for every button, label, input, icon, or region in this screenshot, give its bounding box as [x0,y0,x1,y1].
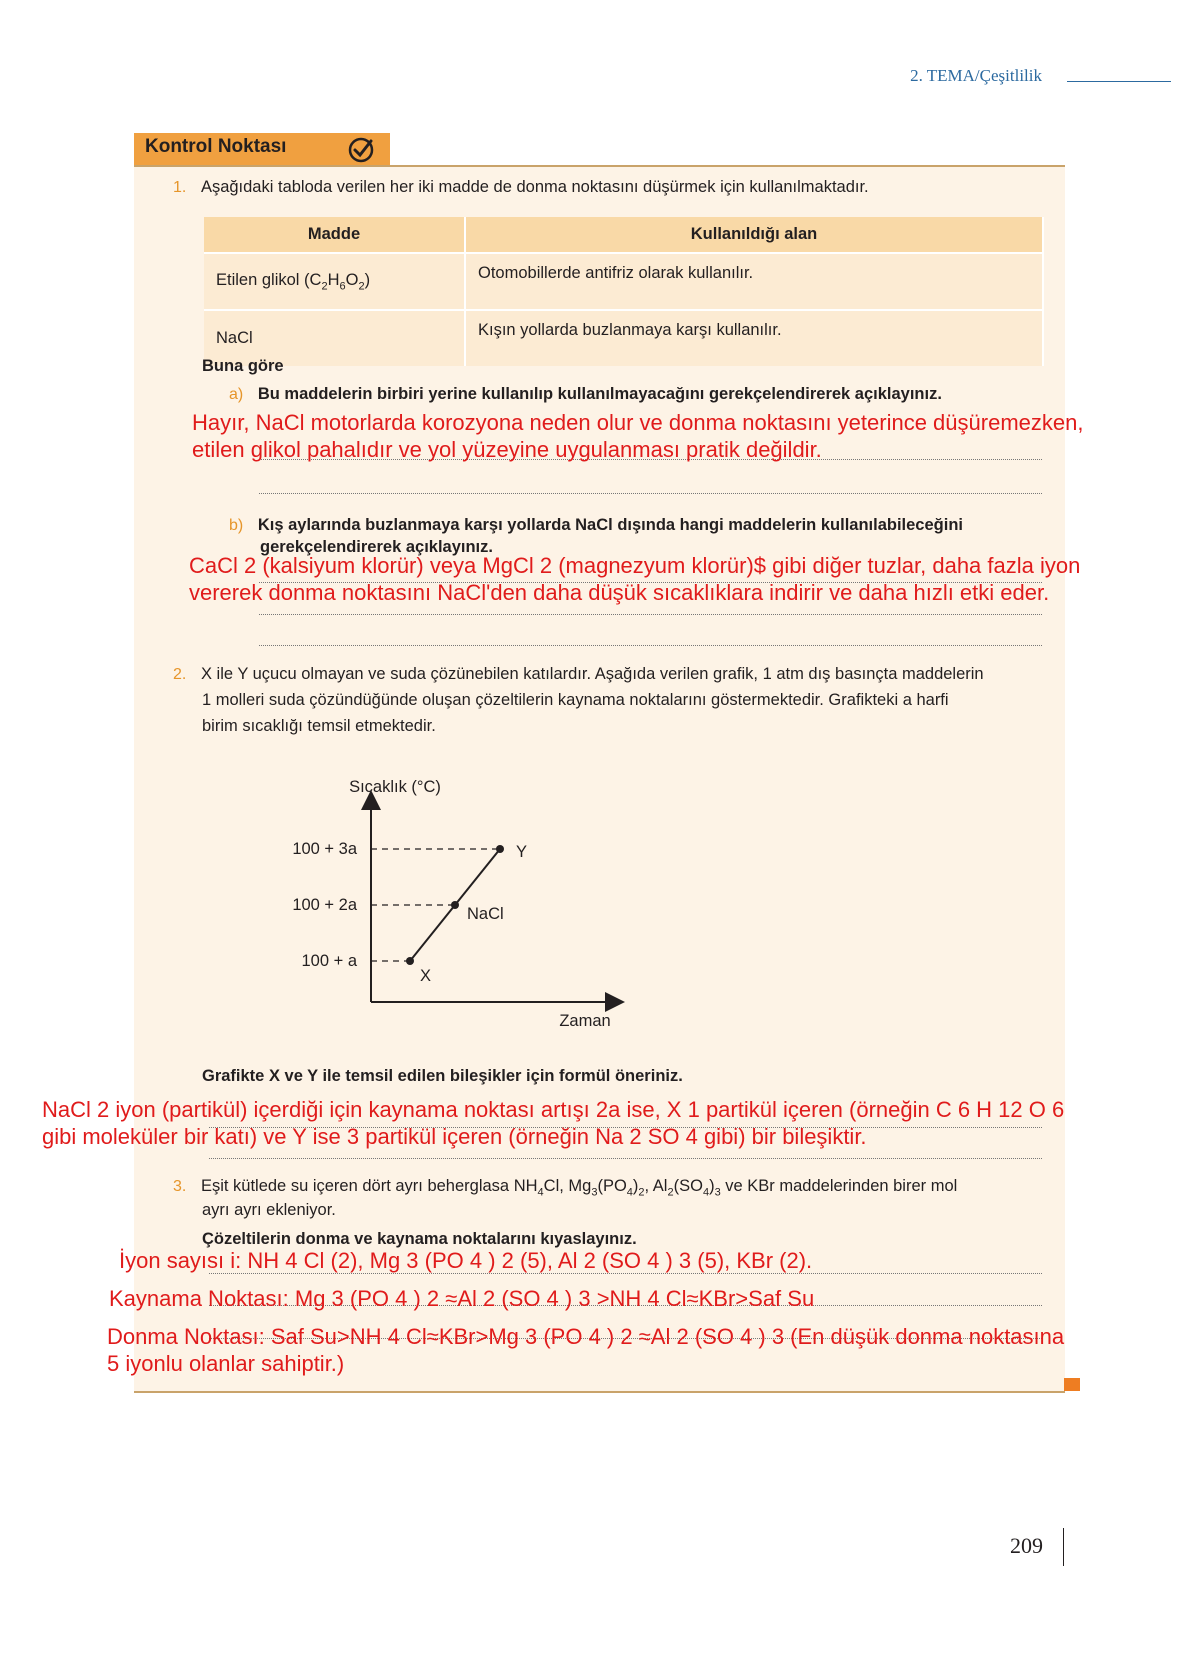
q1-b-text-2: gerekçelendirerek açıklayınız. [260,538,493,556]
table-cell-alan: Otomobillerde antifriz olarak kullanılır. [465,253,1043,310]
q1-statement: Aşağıdaki tabloda verilen her iki madde de donma noktasını düşürmek için kullanılmaktadır. [200,178,869,196]
q1-number: 1. [173,179,187,196]
table-header-alan: Kullanıldığı alan [465,217,1043,253]
q2-line-1: X ile Y uçucu olmayan ve suda çözünebilen katılardır. Aşağıda verilen grafik, 1 atm dış basınçta maddelerin [200,665,984,683]
panel-top-rule [134,165,1065,167]
header-topic: Çeşitlilik [979,66,1042,85]
buna-gore: Buna göre [202,357,284,375]
q1-b-label: b) [229,517,244,534]
chart-point-label: Y [516,843,528,861]
chart-y-tick-label: 100 + a [301,952,357,970]
answer-3-line-3: Donma Noktası: Saf Su>NH 4 Cl≈KBr>Mg 3 (PO 4 ) 2 ≈Al 2 (SO 4 ) 3 (En düşük donma noktasına [107,1324,1065,1349]
answer-1b-line-2: vererek donma noktasını NaCl'den daha düşük sıcaklıklara indirir ve daha hızlı etki eder. [189,580,1050,605]
page-number: 209 [1010,1533,1043,1558]
chart-point-nacl [451,901,459,909]
page-number-rule [1063,1528,1064,1566]
q2-line-3: birim sıcaklığı temsil etmektedir. [202,717,436,735]
q1-b-text-1: Kış aylarında buzlanmaya karşı yollarda NaCl dışında hangi maddelerin kullanılabileceğini [257,516,963,534]
answer-line [259,614,1042,615]
answer-1a-line-1: Hayır, NaCl motorlarda korozyona neden olur ve donma noktasını yeterince düşüremezken, [192,410,1084,435]
header-slash: / [974,66,980,85]
chart-x-label: Zaman [559,1012,611,1030]
answer-1a-line-2: etilen glikol pahalıdır ve yol yüzeyine uygulanması pratik değildir. [192,437,822,462]
kontrol-noktasi-title: Kontrol Noktası [145,136,287,157]
q1-a [229,383,942,406]
boiling-point-chart [270,770,650,1040]
q2-line-2: 1 molleri suda çözündüğünde oluşan çözeltilerin kaynama noktalarını göstermektedir. Grafikteki a harfi [202,691,949,709]
answer-3-line-2: Kaynama Noktası: Mg 3 (PO 4 ) 2 ≈Al 2 (SO 4 ) 3 >NH 4 Cl≈KBr>Saf Su [109,1286,815,1311]
answer-2-line-2: gibi moleküler bir katı) ve Y ise 3 partikül içeren (örneğin Na 2 SO 4 gibi) bir bileşiktir. [42,1124,867,1149]
table-cell-madde: Etilen glikol $(C_2H_6O_2)$ [204,253,465,310]
table-header-madde: Madde [204,217,465,253]
answer-3-line-1: İyon sayısı i: NH 4 Cl (2), Mg 3 (PO 4 ) 2 (5), Al 2 (SO 4 ) 3 (5), KBr (2). [119,1248,813,1273]
answer-2-line-1: NaCl 2 iyon (partikül) içerdiği için kaynama noktası artışı 2a ise, X 1 partikül içeren (örneğin C 6 H 12 O 6 [42,1097,1065,1122]
q1-table [204,217,1044,366]
panel-bottom-rule [134,1391,1065,1393]
q3-question: Çözeltilerin donma ve kaynama noktalarını kıyaslayınız. [202,1230,637,1248]
checkmark-icon [347,136,375,164]
table-row [204,310,1043,366]
answer-line [259,645,1042,646]
q1-b [229,514,963,537]
chart-y-tick-label: 100 + 2a [292,896,357,914]
chart-y-tick-label: 100 + 3a [292,840,357,858]
answer-3-line-4: 5 iyonlu olanlar sahiptir.) [107,1351,345,1376]
running-header [910,66,1042,86]
table-cell-madde: NaCl [204,310,465,366]
q3-line-2: ayrı ayrı ekleniyor. [202,1201,336,1219]
table-cell-alan: Kışın yollarda buzlanmaya karşı kullanılır. [465,310,1043,366]
chart-y-label: Sıcaklık (°C) [349,778,441,796]
q2-question: Grafikte X ve Y ile temsil edilen bileşikler için formül öneriniz. [202,1067,683,1085]
chart-point-label: NaCl [467,905,504,923]
chart-point-x [406,957,414,965]
header-rule [1067,81,1171,82]
q3-number: 3. [173,1178,187,1195]
answer-line [209,1158,1042,1159]
answer-1b-line-1: CaCl 2 (kalsiyum klorür) veya MgCl 2 (magnezyum klorür)$ gibi diğer tuzlar, daha fazla iyon [189,553,1081,578]
q3-line-1: Eşit kütlede su içeren dört ayrı beherglasa $NH_4Cl$, $Mg_3(PO_4)_2$, $Al_2(SO_4)_3$ ve KBr maddelerinden birer mol [200,1177,958,1199]
panel-corner-mark [1064,1378,1080,1391]
header-tema: 2. TEMA [910,66,975,85]
table-row [204,253,1043,310]
chart-point-label: X [420,967,432,985]
q1-a-text: Bu maddelerin birbiri yerine kullanılıp kullanılmayacağını gerekçelendirerek açıklayınız. [257,385,942,403]
q1-text [173,176,869,199]
table-header-row [204,217,1043,253]
q2-text [173,663,984,686]
q1-a-label: a) [229,386,244,403]
answer-line [259,493,1042,494]
q2-number: 2. [173,666,187,683]
chart-point-y [496,845,504,853]
